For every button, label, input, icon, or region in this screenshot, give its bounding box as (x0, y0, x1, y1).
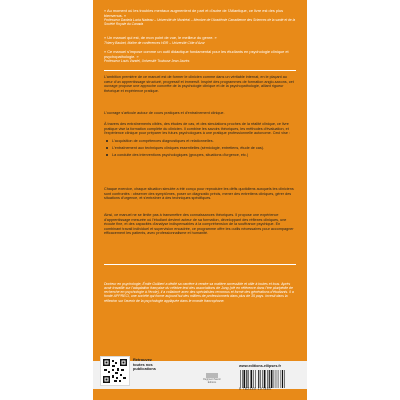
method-section (104, 122, 296, 160)
conclusion-paragraph: Ainsi, ce manuel ne se limite pas à transmettre des connaissances théoriques. Il propose une expérience d'apprentissage mesurée où l'étudiant devient acteur de sa formation, développant des réflexes cliniques, une écoute fine, et des capacités d'analyse indispensables à la compréhension de la souffrance psychique. En combinant travail individuel et supervision encadrée, ce programme offre les outils nécessaires pour accompagner efficacement les patients, avec professionnalisme et humanité. (104, 213, 294, 236)
divider (104, 70, 296, 71)
quote-block-1 (104, 9, 296, 26)
qr-code-icon (103, 359, 127, 383)
conclusion-section (104, 213, 296, 236)
intro-paragraph: L'ambition première de ce manuel est de former le clinicien comme dans un véritable internat, en le plaçant au cœur d'un apprentissage structuré, progressif et immersif. Inspiré des programmes de formation anglo-saxons, cet ouvrage propose une approche concrète de la psychologie clinique et de la psychopathologie, alliant rigueur théorique et expérience pratique. (104, 75, 294, 93)
isbn: 9 782340 107854 (239, 387, 272, 391)
quote-text: « Ce manuel s'impose comme un outil didactique fondamental pour les étudiants en psychologie clinique et psychopathologie. » (104, 49, 289, 59)
list-item: L'entraînement aux techniques cliniques essentielles (sémiologie, entretiens, étude de cas). (112, 146, 296, 151)
barcode-icon (239, 370, 299, 388)
qr-code[interactable] (100, 356, 130, 386)
qr-caption (133, 358, 169, 372)
intro2-section (104, 111, 296, 116)
publisher-caption: Régiment Savoir Éditions (203, 378, 221, 384)
qr-caption-line: toutes nos (133, 361, 153, 367)
author-section (104, 278, 296, 306)
divider (104, 264, 296, 265)
quote-text: « Un manuel qui est, de mon point de vue, le meilleur du genre. » (104, 35, 217, 40)
exercises-section (104, 187, 296, 201)
qr-caption-line: Retrouvez (133, 357, 152, 362)
quote (104, 50, 296, 63)
intro2-paragraph: L'ouvrage s'articule autour de cours pratiques et d'entraînement clinique. (104, 111, 225, 115)
publisher-logo (200, 373, 224, 383)
publisher-url[interactable]: www.editions-ellipses.fr (239, 364, 282, 368)
quote-author: Professeur Louis Vandel, Université Toulouse Jean Jaurès (104, 59, 190, 64)
quote (104, 36, 296, 45)
goals-list (104, 139, 296, 158)
back-cover (93, 0, 307, 400)
quote-block-2 (104, 36, 296, 45)
quote (104, 9, 296, 26)
quote-text: « Au moment où les troubles mentaux augmentent de part et d'autre de l'Atlantique, ce livre est des plus bienvenus. » (104, 8, 284, 18)
footer (93, 350, 307, 400)
author-bio: Docteur en psychologie, Émile Guilbert a dédié sa carrière à rendre sa matière accessible et utile à toutes et tous. Après avoir travaillé sur l'adaptation française du célèbre test des associations de Jung (clé en référence dans l'ère pluripédie de recherche en psychologie à l'école), il a collaboré avec des spécialistes reconnus et formé des générations d'étudiants. Il a fondé APPRECI, une société qui forme aujourd'hui des milliers de professionnels dans plus de 35 pays. Investi dans la réflexion sur l'avenir de la psychologie appliquée dans le monde francophone. (104, 281, 294, 303)
list-item: L'acquisition de compétences diagnostiques et relationnelles. (112, 139, 296, 144)
quote-author: Thierry Baubet, Maître de conférences HDR – Université Côte d'Azur (104, 40, 205, 45)
method-paragraph: À travers des entraînements ciblés, des études de cas, et des simulations proches de la réalité clinique, ce livre pratique vise la formation complète du clinicien. Il combine les savoirs théoriques, les méthodes d'évaluation, et l'expérience clinique pour préparer les futurs psychologues à une pratique professionnelle autonome. Ceci vise : (104, 122, 291, 136)
exercises-paragraph: Chaque exercice, chaque situation simulée a été conçu pour reproduire les défis quotidiens auxquels les cliniciens sont confrontés : observer des symptômes, poser un diagnostic précis, mener des entretiens cliniques, gérer des situations d'urgence, et s'entraîner à des techniques spécifiques. (104, 187, 294, 201)
qr-caption-line: publications (133, 366, 156, 372)
list-item: La conduite des interventions psychologiques (groupes, situations d'urgence, etc.) (112, 153, 296, 158)
intro-section (104, 75, 296, 93)
quote-author: Professeur Daniela Lucia Nadeau – Université de Montréal – Membre de l'Académie Canadienne des Sciences de la santé et de la Société Royale du Canada (104, 18, 296, 27)
quote-block-3 (104, 50, 296, 63)
